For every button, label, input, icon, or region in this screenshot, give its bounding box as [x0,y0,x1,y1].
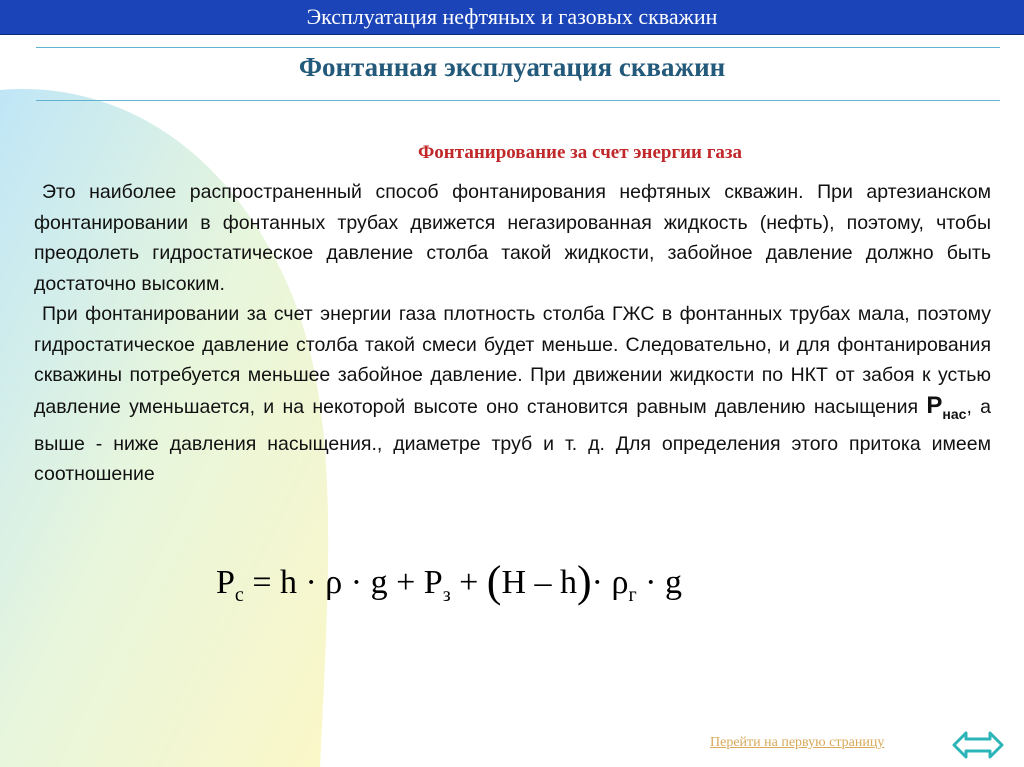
saturation-pressure-symbol [926,391,967,422]
formula-rho: · ρ [591,564,629,601]
formula-rho-sub: г [628,583,637,606]
formula-p1: Р [216,564,235,601]
double-arrow-icon[interactable] [952,728,1004,762]
symbol-p: Р [926,391,943,419]
paragraph-2-part-2: , а выше - ниже давления насыщения., диаметре труб и т. д. Для определения этого притока имеем соотношение [34,395,992,486]
paragraph-2 [34,299,991,490]
formula-plus: + [450,564,487,601]
header-bar [0,0,1024,35]
title-divider [36,100,1000,101]
formula-p2-sub: з [442,583,451,606]
slide-subtitle: Фонтанирование за счет энергии газа [417,142,743,163]
body-text [34,177,991,490]
pressure-formula [216,556,682,607]
top-divider [36,47,1000,48]
paragraph-2-part-1: При фонтанировании за счет энергии газа плотность столба ГЖС в фонтанных трубах мала, поэтому гидростатическое давление столба такой смеси будет меньше. Следовательно, и для фонтанирования скважины потребуется меньшее забойное давление. При движении жидкости по НКТ от забоя к устью давление уменьшается, и на некоторой высоте оно становится равным давлению насыщения [34,303,991,418]
header-title: Эксплуатация нефтяных и газовых скважин [306,4,718,29]
slide-title: Фонтанная эксплуатация скважин [298,52,726,82]
symbol-p-subscript: нас [942,405,967,422]
first-page-link[interactable]: Перейти на первую страницу [710,735,885,750]
paragraph-1: Это наиболее распространенный способ фонтанирования нефтяных скважин. При артезианском фонтанировании в фонтанных трубах движется негазированная жидкость (нефть), поэтому, чтобы преодолеть гидростатическое давление столба такой жидкости, забойное давление должно быть достаточно высоким. [34,181,991,295]
formula-tail: · g [636,564,682,601]
formula-eq: = h · ρ · g + Р [243,564,443,601]
formula-right-paren: ) [577,557,592,606]
formula-inner: H – h [501,564,577,601]
formula-left-paren: ( [486,557,502,606]
formula-p1-sub: с [234,583,244,606]
